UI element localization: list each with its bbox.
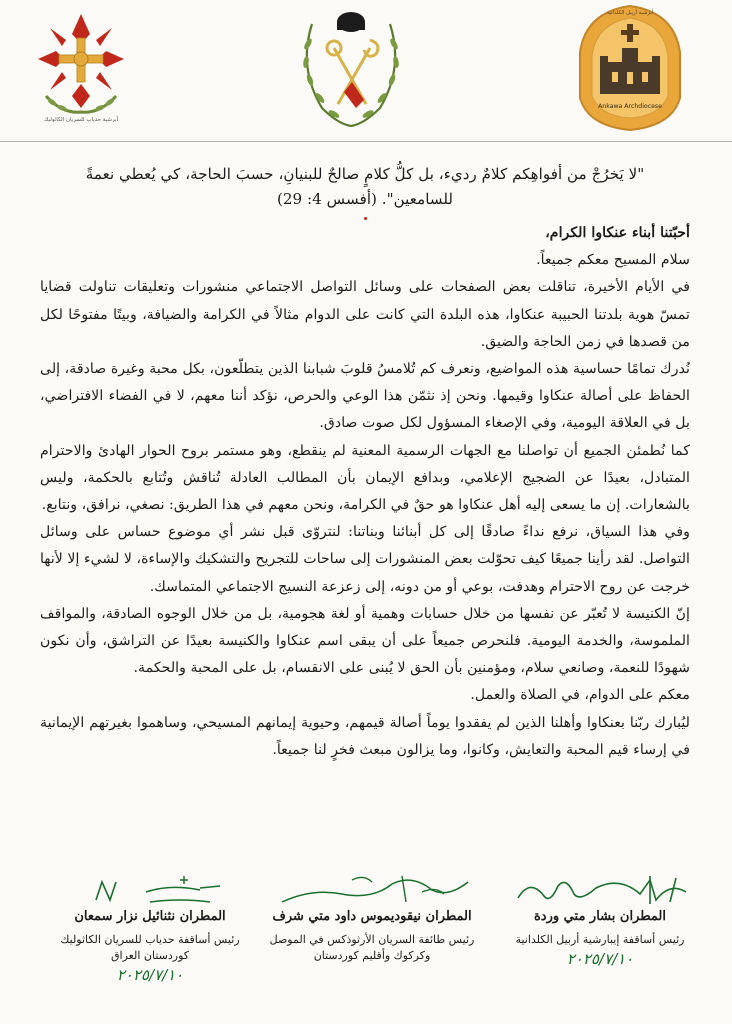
letterhead: [0, 0, 732, 140]
paragraph-5: إنّ الكنيسة لا تُعبّر عن نفسها من خلال حسابات وهمية أو لغة هجومية، بل من خلال الوجوه الصادقة، والمواقف الملموسة، والخدمة اليومية. فلنحرص جميعاً على أن يبقى اسم عنكاوا والكنيسة بعيدًا عن التراشق، وأن نكون شهودًا للنعمة، وصانعي سلام، ومؤمنين بأن الحق لا يُبنى على الانقسام، بل على المحبة والحكمة.: [40, 605, 690, 677]
signatory-title: رئيس أساقفة حدياب للسريان الكاثوليك كوردستان العراق: [60, 933, 240, 962]
right-logo-caption: Ankawa Archdiocese: [598, 103, 662, 110]
signature-date: ٢٠٢٥/٧/١٠: [566, 950, 634, 968]
signatory-name: المطران بشار متي وردة: [534, 909, 666, 924]
paragraph-4: وفي هذا السياق، نرفع نداءً صادقًا إلى كل أبنائنا وبناتنا: لنتروّى قبل نشر أي موضوع حساس على وسائل التواصل. لقد رأينا جميعًا كيف تحوّلت بعض المنشورات إلى ساحات للتجريح والتشكيك والإساءة، لا لشيء إلا لأنها خرجت عن روح الاحترام وهدفت، بوعي أو من دونه، إلى زعزعة النسيج الاجتماعي المتماسك.: [39, 524, 690, 595]
signatory-title: رئيس طائفة السريان الأرثوذكس في الموصل وكركوك وأقليم كوردستان: [269, 933, 475, 962]
handwritten-signature: [50, 872, 250, 908]
signature-block-syriac-orthodox: [262, 872, 482, 1022]
signature-date: ٢٠٢٥/٧/١٠: [116, 966, 184, 984]
paragraph-1: في الأيام الأخيرة، تناقلت بعض الصفحات على وسائل التواصل الاجتماعي منشورات وتعليقات تناولت قضايا تمسّ هوية بلدتنا الحبيبة عنكاوا، هذه البلدة التي كانت على الدوام مثالاً في الكرامة والضيافة، وبيتًا مفتوحًا لكل من قصدها في زمن الحاجة والضيق.: [40, 279, 690, 350]
greeting-line-1: أحبّتنا أبناء عنكاوا الكرام،: [545, 225, 690, 241]
greeting-line-2: سلام المسيح معكم جميعاً.: [536, 252, 690, 269]
header-divider: [0, 141, 732, 142]
signatory-name: المطران نيقوديموس داود متي شرف: [272, 909, 472, 924]
scripture-verse: "لا يَخرُجْ من أفواهِكم كلامٌ رديء، بل كلُّ كلامٍ صالحٌ للبنيانِ، حسبَ الحاجة، كي يُعطي نعمةً للسامعين". (أفسس 4: 29): [85, 165, 645, 208]
paragraph-7: ليُبارك ربّنا بعنكاوا وأهلنا الذين لم يفقدوا يوماً أصالة قيمهم، وحيوية إيمانهم المسيحي، وساهموا بغيرتهم الإيمانية في إرساء قيم المحبة والتعايش، وكانوا، وما يزالون مبعث فخرٍ لنا جميعاً.: [40, 714, 690, 758]
handwritten-signature: [500, 872, 700, 908]
letter-body: [40, 152, 690, 764]
chaldean-archdiocese-shield-logo: [572, 2, 688, 134]
handwritten-signature: [272, 872, 472, 908]
paragraph-3: كما نُطمئن الجميع أن تواصلنا مع الجهات الرسمية المعنية لم ينقطع، وهو مستمر بروح الحوار الهادئ والاحترام المتبادل، بعيدًا عن الضجيج الإعلامي، وبدافع الإيمان بأن المطالب العادلة تُناقش وتُتابع بالحكمة، وليس بالشعارات. إن ما يسعى إليه أهل عنكاوا هو حقٌ في الكرامة، ونحن معهم في هذا الطريق: نصغي، نرافق، ونتابع.: [40, 442, 690, 514]
left-logo-caption: أبرشية حدياب للسريان الكاثوليك: [43, 117, 119, 122]
right-logo-ring-text: أبرشية أربيل الكلدانية: [606, 10, 654, 16]
signature-block-chaldean: [490, 872, 710, 1022]
signature-block-syriac-catholic: [40, 872, 260, 1022]
signatory-title: رئيس أساقفة إيبارشية أربيل الكلدانية: [515, 933, 685, 946]
paragraph-2: نُدرك تمامًا حساسية هذه المواضيع، ونعرف كم تُلامسُ قلوبَ شبابنا الذين يتطلّعون، بكل محبة وغيرة صادقة، إلى الحفاظ على أصالة عنكاوا وقيمها. ونحن إذ نثمّن هذا الوعي والحرص، نؤكد أننا معهم، لا في الفضاء الافتراضي، بل في العلاقة اليومية، وفي الإصغاء المسؤول لكل صوت صادق.: [40, 361, 690, 432]
paragraph-6: معكم على الدوام، في الصلاة والعمل.: [470, 687, 690, 704]
signatory-name: المطران نثنائيل نزار سمعان: [74, 909, 226, 924]
syriac-orthodox-crest-logo: [294, 4, 408, 132]
syriac-catholic-cross-logo: [22, 4, 140, 122]
